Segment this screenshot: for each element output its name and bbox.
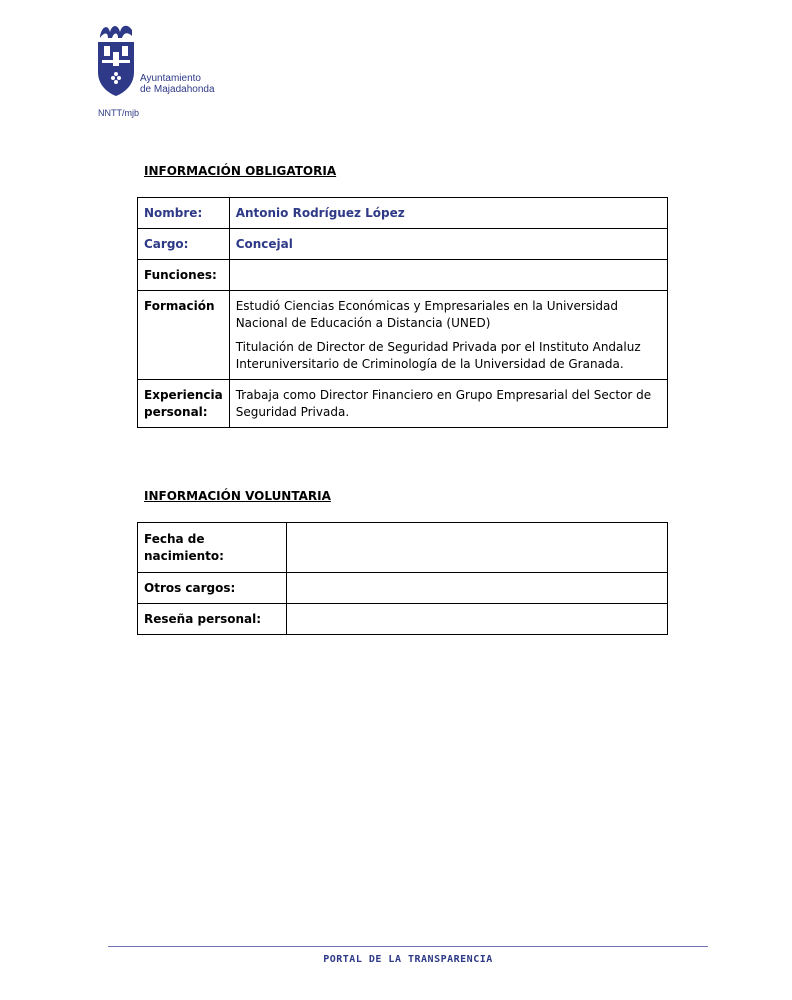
- org-line-1: Ayuntamiento: [140, 73, 201, 84]
- table-row: [138, 523, 668, 573]
- municipal-logo: [96, 22, 236, 98]
- footer-divider: [108, 946, 708, 947]
- fecha-nacimiento-value: [287, 523, 668, 573]
- org-line-2: de Majadahonda: [140, 84, 215, 95]
- document-reference: NNTT/mjb: [98, 108, 139, 118]
- voluntary-section-title: INFORMACIÓN VOLUNTARIA: [144, 489, 331, 503]
- coat-of-arms-icon: [96, 22, 136, 98]
- fecha-nacimiento-label: Fecha de nacimiento:: [138, 523, 287, 573]
- formacion-paragraph-1: Estudió Ciencias Económicas y Empresariales en la Universidad Nacional de Educación a Distancia (UNED): [235, 299, 619, 330]
- nombre-label: Nombre:: [138, 198, 230, 229]
- formacion-value: [229, 291, 667, 380]
- funciones-label: Funciones:: [138, 260, 230, 291]
- table-row: [138, 573, 668, 604]
- mandatory-section-title: INFORMACIÓN OBLIGATORIA: [144, 164, 337, 178]
- otros-cargos-value: [287, 573, 668, 604]
- mandatory-info-table: [137, 197, 668, 428]
- resena-personal-value: [287, 604, 668, 635]
- cargo-value: Concejal: [229, 229, 667, 260]
- table-row: [138, 260, 668, 291]
- funciones-value: [229, 260, 667, 291]
- formacion-label: Formación: [138, 291, 230, 380]
- otros-cargos-label: Otros cargos:: [138, 573, 287, 604]
- nombre-value: Antonio Rodríguez López: [229, 198, 667, 229]
- table-row: [138, 229, 668, 260]
- table-row: [138, 291, 668, 380]
- experiencia-label-line-1: Experiencia: [144, 388, 223, 402]
- cargo-label: Cargo:: [138, 229, 230, 260]
- organization-name: [140, 73, 215, 95]
- formacion-paragraph-2: Titulación de Director de Seguridad Privada por el Instituto Andaluz Interuniversitario de Criminología de la Universidad de Granada.: [235, 340, 641, 371]
- footer-portal-title: PORTAL DE LA TRANSPARENCIA: [323, 954, 493, 965]
- experiencia-label-line-2: personal:: [144, 405, 208, 419]
- table-row: [138, 198, 668, 229]
- experiencia-value: Trabaja como Director Financiero en Grupo Empresarial del Sector de Seguridad Privada.: [229, 380, 667, 428]
- table-row: [138, 604, 668, 635]
- resena-personal-label: Reseña personal:: [138, 604, 287, 635]
- experiencia-label: [138, 380, 230, 428]
- voluntary-info-table: [137, 522, 668, 635]
- table-row: [138, 380, 668, 428]
